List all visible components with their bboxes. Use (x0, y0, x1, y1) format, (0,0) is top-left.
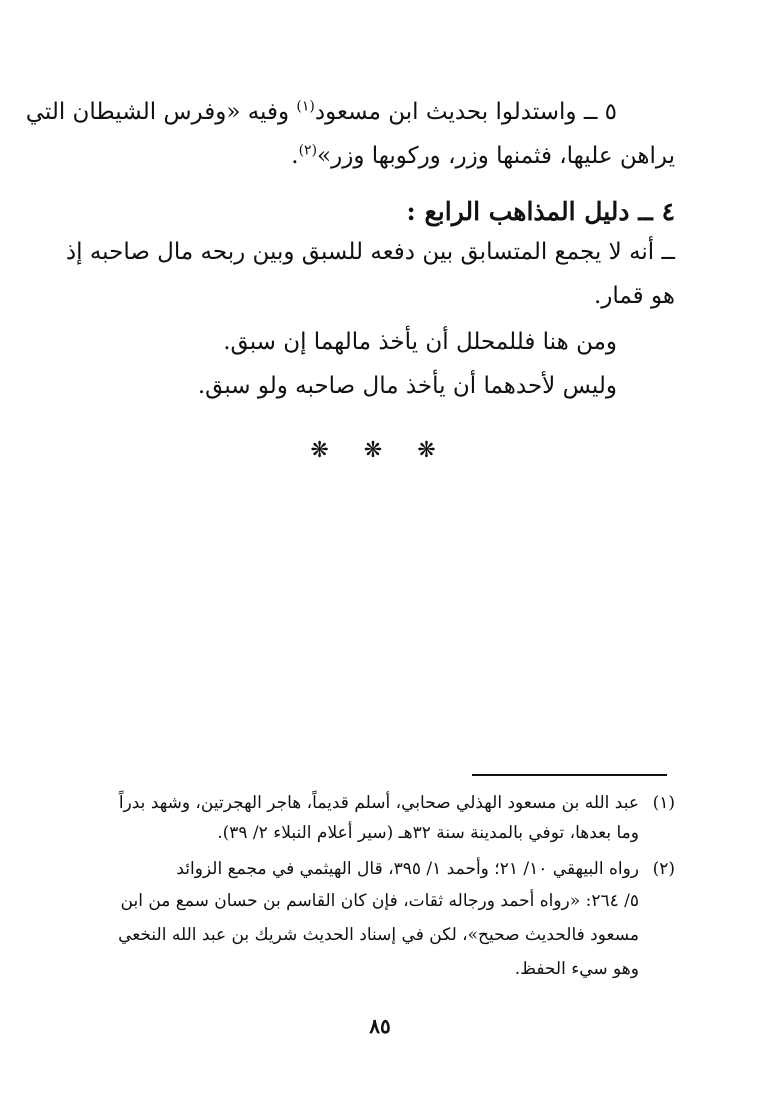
footnote-1-text-1: عبد الله بن مسعود الهذلي صحابي، أسلم قديماً، هاجر الهجرتين، وشهد بدراً (118, 793, 639, 813)
para5-line2-start: يراهن عليها، فثمنها وزر، وركوبها وزر» (317, 143, 675, 169)
section-heading-4: ٤ ــ دليل المذاهب الرابع : (406, 197, 675, 226)
section-separator: ❋ ❋ ❋ (310, 438, 450, 463)
footnote-2-text-1: رواه البيهقي ١٠/ ٢١؛ وأحمد ١/ ٣٩٥، قال الهيثمي في مجمع الزوائد (176, 859, 639, 879)
sentence-muhallil: ومن هنا فللمحلل أن يأخذ مالهما إن سبق. (223, 329, 617, 355)
footnote-2-line2: ٥/ ٢٦٤: «رواه أحمد ورجاله ثقات، فإن كان القاسم بن حسان سمع من ابن (120, 891, 639, 911)
para-dash-line2: هو قمار. (593, 283, 675, 309)
footnote-2-line3: مسعود فالحديث صحيح»، لكن في إسناد الحديث شريك بن عبد الله النخعي (118, 925, 639, 945)
footnote-1-line1 (119, 790, 675, 816)
para5-line2-end: . (291, 143, 299, 169)
footnote-ref-2: (٢) (298, 142, 318, 159)
para5-line1 (26, 96, 617, 128)
sentence-ahaduhuma: وليس لأحدهما أن يأخذ مال صاحبه ولو سبق. (197, 373, 617, 399)
para5-line1-start: ٥ ــ واستدلوا بحديث ابن مسعود (314, 99, 617, 125)
footnote-1-line2: وما بعدها، توفي بالمدينة سنة ٣٢هـ (سير أعلام النبلاء ٢/ ٣٩). (217, 823, 639, 843)
footnote-divider (472, 774, 667, 776)
para5-line1-end: وفيه «وفرس الشيطان التي (25, 99, 297, 125)
footnote-2-line4: وهو سيء الحفظ. (514, 959, 639, 979)
page-number: ٨٥ (369, 1014, 391, 1038)
footnote-2-line1 (176, 856, 675, 882)
para-dash-line1: ــ أنه لا يجمع المتسابق بين دفعه للسبق وبين ربحه مال صاحبه إذ (65, 239, 675, 265)
footnote-2-number: (٢) (652, 859, 675, 879)
footnote-ref-1: (١) (296, 98, 315, 115)
para5-line2 (291, 140, 675, 172)
footnote-1-number: (١) (652, 793, 675, 813)
